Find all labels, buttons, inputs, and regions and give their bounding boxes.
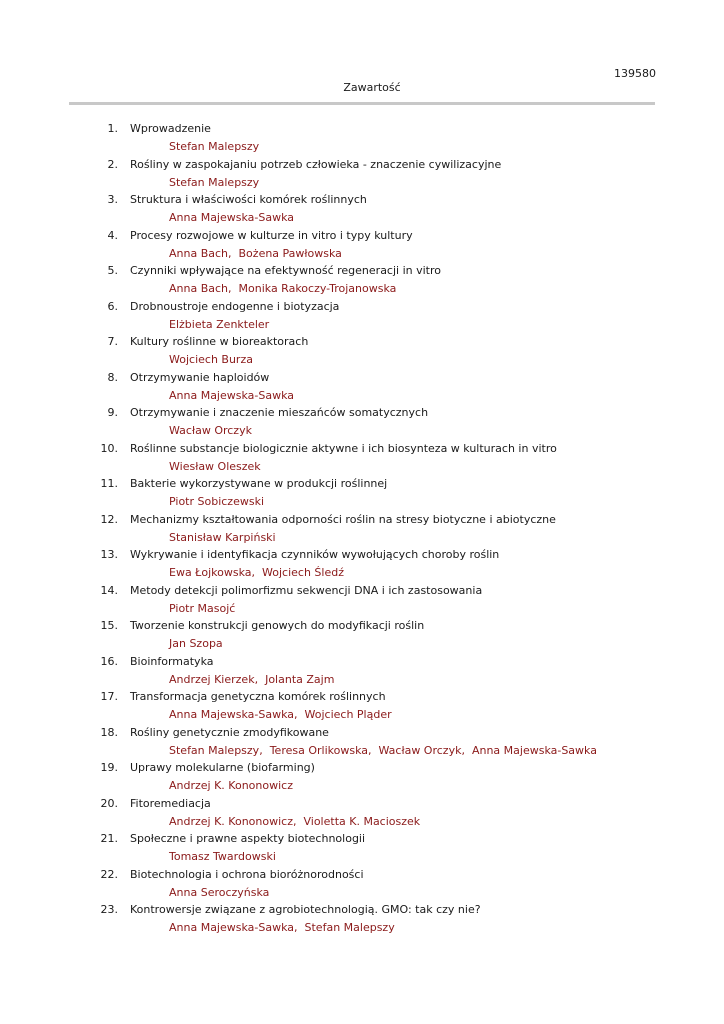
author-name[interactable]: Anna Majewska-Sawka xyxy=(471,743,597,757)
author-separator: , xyxy=(251,566,263,579)
author-name[interactable]: Wacław Orczyk xyxy=(378,743,462,757)
chapter-number: 14. xyxy=(100,583,118,597)
chapter-title[interactable]: Wykrywanie i identyfikacja czynników wywołujących choroby roślin xyxy=(130,548,500,561)
chapter-title[interactable]: Otrzymywanie i znaczenie mieszańców somatycznych xyxy=(130,406,429,419)
chapter-authors xyxy=(169,602,235,616)
chapter-title[interactable]: Kultury roślinne w bioreaktorach xyxy=(130,335,309,348)
chapter-authors xyxy=(169,176,259,190)
chapter-number: 17. xyxy=(100,690,118,703)
toc-entry xyxy=(0,581,724,617)
chapter-number: 16. xyxy=(100,654,118,668)
author-name[interactable]: Jan Szopa xyxy=(169,637,223,650)
chapter-title[interactable]: Rośliny genetycznie zmodyfikowane xyxy=(130,725,329,739)
author-name[interactable]: Wojciech Śledź xyxy=(262,566,344,579)
chapter-title[interactable]: Czynniki wpływające na efektywność regeneracji in vitro xyxy=(130,264,442,277)
toc-entry xyxy=(0,723,724,759)
chapter-authors xyxy=(169,566,344,580)
table-of-contents xyxy=(0,119,724,936)
author-name[interactable]: Violetta K. Macioszek xyxy=(303,814,421,828)
chapter-number: 2. xyxy=(107,157,118,171)
author-name[interactable]: Andrzej Kierzek xyxy=(169,672,255,686)
chapter-title[interactable]: Tworzenie konstrukcji genowych do modyfikacji roślin xyxy=(130,619,425,632)
chapter-authors xyxy=(169,921,395,935)
author-name[interactable]: Monika Rakoczy-Trojanowska xyxy=(238,282,397,295)
chapter-title[interactable]: Bioinformatyka xyxy=(130,654,214,668)
chapter-title[interactable]: Kontrowersje związane z agrobiotechnologią. GMO: tak czy nie? xyxy=(130,903,481,916)
chapter-authors xyxy=(169,211,294,225)
chapter-number: 4. xyxy=(107,228,118,242)
author-name[interactable]: Ewa Łojkowska xyxy=(169,566,252,579)
author-name[interactable]: Piotr Sobiczewski xyxy=(169,495,265,508)
author-separator: , xyxy=(367,743,379,757)
chapter-number: 22. xyxy=(100,867,118,881)
chapter-authors xyxy=(169,886,269,900)
page-number: 139580 xyxy=(614,67,656,80)
chapter-title[interactable]: Uprawy molekularne (biofarming) xyxy=(130,761,315,774)
chapter-number: 8. xyxy=(107,370,118,384)
chapter-authors xyxy=(169,850,276,864)
chapter-title[interactable]: Otrzymywanie haploidów xyxy=(130,370,270,384)
chapter-title[interactable]: Struktura i właściwości komórek roślinnych xyxy=(130,193,367,206)
chapter-number: 3. xyxy=(107,193,118,206)
author-name[interactable]: Wiesław Oleszek xyxy=(169,459,261,473)
chapter-title[interactable]: Transformacja genetyczna komórek roślinnych xyxy=(130,690,386,703)
chapter-number: 21. xyxy=(100,832,118,845)
author-name[interactable]: Wacław Orczyk xyxy=(169,424,252,437)
toc-entry xyxy=(0,794,724,830)
chapter-title[interactable]: Roślinne substancje biologicznie aktywne i ich biosynteza w kulturach in vitro xyxy=(130,441,557,455)
author-separator: , xyxy=(228,282,239,295)
chapter-title[interactable]: Mechanizmy kształtowania odporności roślin na stresy biotyczne i abiotyczne xyxy=(130,512,556,526)
author-name[interactable]: Stefan Malepszy xyxy=(169,140,260,153)
toc-entry xyxy=(0,474,724,510)
author-name[interactable]: Elżbieta Zenkteler xyxy=(169,317,270,331)
chapter-title[interactable]: Rośliny w zaspokajaniu potrzeb człowieka - znaczenie cywilizacyjne xyxy=(130,157,502,171)
toc-entry xyxy=(0,865,724,901)
chapter-number: 12. xyxy=(100,512,118,526)
chapter-authors xyxy=(169,495,264,509)
chapter-authors xyxy=(169,282,396,296)
chapter-authors xyxy=(169,779,293,793)
chapter-number: 6. xyxy=(107,299,118,313)
author-name[interactable]: Bożena Pawłowska xyxy=(238,246,342,260)
author-name[interactable]: Andrzej K. Kononowicz xyxy=(169,779,293,792)
author-separator: , xyxy=(254,672,266,686)
chapter-title[interactable]: Bakterie wykorzystywane w produkcji roślinnej xyxy=(130,477,388,490)
author-name[interactable]: Anna Majewska-Sawka xyxy=(169,921,295,934)
author-name[interactable]: Anna Majewska-Sawka xyxy=(169,708,295,721)
author-separator: , xyxy=(461,743,472,757)
chapter-authors xyxy=(169,247,342,261)
toc-entry xyxy=(0,119,724,155)
chapter-number: 1. xyxy=(107,122,118,135)
chapter-authors xyxy=(169,673,334,687)
chapter-title[interactable]: Procesy rozwojowe w kulturze in vitro i typy kultury xyxy=(130,228,413,242)
author-name[interactable]: Wojciech Burza xyxy=(169,353,253,366)
toc-entry xyxy=(0,652,724,688)
author-separator: , xyxy=(294,921,305,934)
chapter-authors xyxy=(169,424,252,438)
chapter-number: 10. xyxy=(100,441,118,455)
author-name[interactable]: Anna Bach xyxy=(169,246,229,260)
author-name[interactable]: Tomasz Twardowski xyxy=(169,850,276,863)
toc-entry xyxy=(0,368,724,404)
toc-entry xyxy=(0,545,724,581)
author-separator: , xyxy=(292,814,304,828)
chapter-authors xyxy=(169,744,597,758)
author-name[interactable]: Piotr Masojć xyxy=(169,601,236,615)
chapter-number: 23. xyxy=(100,903,118,916)
chapter-authors xyxy=(169,460,261,474)
chapter-number: 15. xyxy=(100,619,118,632)
chapter-number: 7. xyxy=(107,335,118,348)
chapter-number: 19. xyxy=(100,761,118,774)
chapter-number: 11. xyxy=(100,477,118,490)
header-divider xyxy=(69,102,655,105)
toc-entry xyxy=(0,332,724,368)
toc-entry xyxy=(0,155,724,191)
author-name[interactable]: Andrzej K. Kononowicz xyxy=(169,814,293,828)
toc-entry xyxy=(0,439,724,475)
author-name[interactable]: Wojciech Pląder xyxy=(304,708,392,721)
chapter-authors xyxy=(169,637,223,651)
chapter-number: 9. xyxy=(107,406,118,419)
toc-entry xyxy=(0,403,724,439)
page-title: Zawartość xyxy=(343,81,401,94)
author-name[interactable]: Anna Majewska-Sawka xyxy=(169,211,295,224)
author-name[interactable]: Stanisław Karpiński xyxy=(169,530,276,544)
author-separator: , xyxy=(294,708,305,721)
chapter-number: 5. xyxy=(107,264,118,277)
author-separator: , xyxy=(259,743,270,757)
chapter-authors xyxy=(169,318,269,332)
toc-entry xyxy=(0,226,724,262)
author-name[interactable]: Anna Bach xyxy=(169,282,229,295)
toc-entry xyxy=(0,900,724,936)
chapter-authors xyxy=(169,140,259,154)
author-name[interactable]: Anna Majewska-Sawka xyxy=(169,388,295,402)
author-name[interactable]: Stefan Malepszy xyxy=(169,175,260,189)
toc-entry xyxy=(0,829,724,865)
chapter-authors xyxy=(169,531,276,545)
author-name[interactable]: Teresa Orlikowska xyxy=(269,743,368,757)
chapter-authors xyxy=(169,389,294,403)
chapter-title[interactable]: Wprowadzenie xyxy=(130,122,211,135)
chapter-title[interactable]: Społeczne i prawne aspekty biotechnologii xyxy=(130,832,366,845)
author-name[interactable]: Stefan Malepszy xyxy=(169,743,260,757)
toc-entry xyxy=(0,510,724,546)
toc-entry xyxy=(0,297,724,333)
chapter-title[interactable]: Biotechnologia i ochrona bioróżnorodności xyxy=(130,867,364,881)
toc-entry xyxy=(0,190,724,226)
chapter-number: 20. xyxy=(100,796,118,810)
author-name[interactable]: Stefan Malepszy xyxy=(304,921,395,934)
author-name[interactable]: Jolanta Zajm xyxy=(265,672,335,686)
toc-entry xyxy=(0,261,724,297)
chapter-title[interactable]: Fitoremediacja xyxy=(130,796,211,810)
chapter-authors xyxy=(169,353,253,367)
chapter-title[interactable]: Metody detekcji polimorfizmu sekwencji DNA i ich zastosowania xyxy=(130,583,483,597)
chapter-number: 18. xyxy=(100,725,118,739)
author-separator: , xyxy=(228,246,239,260)
author-name[interactable]: Anna Seroczyńska xyxy=(169,885,270,899)
toc-entry xyxy=(0,616,724,652)
chapter-authors xyxy=(169,708,392,722)
toc-entry xyxy=(0,758,724,794)
chapter-title[interactable]: Drobnoustroje endogenne i biotyzacja xyxy=(130,299,340,313)
chapter-number: 13. xyxy=(100,548,118,561)
chapter-authors xyxy=(169,815,420,829)
toc-entry xyxy=(0,687,724,723)
